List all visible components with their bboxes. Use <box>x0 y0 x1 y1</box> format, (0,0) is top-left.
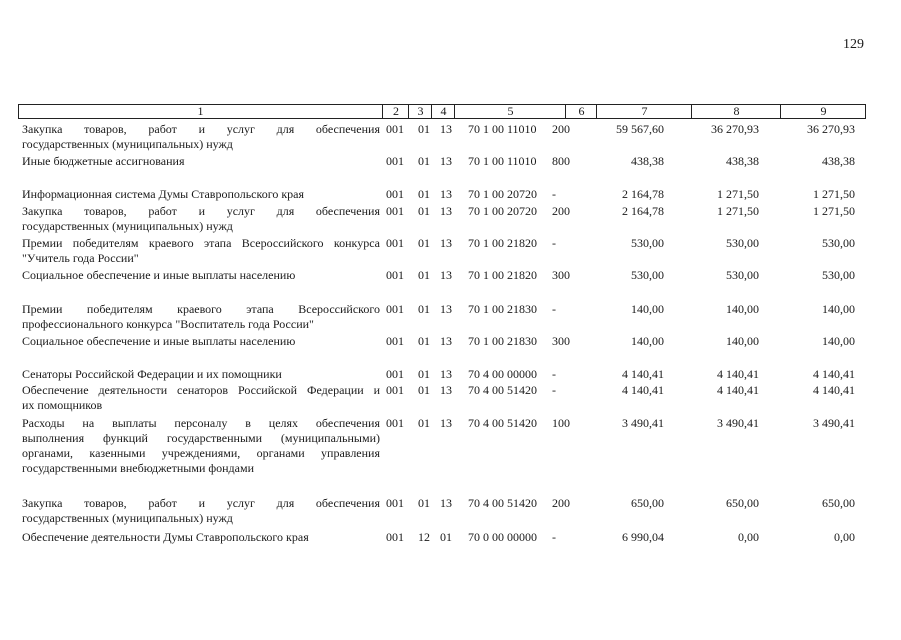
row-name-line: Премии победителям краевого этапа Всероссийского конкурса <box>22 236 380 250</box>
row-target-article: 70 1 00 21830 <box>468 334 537 348</box>
row-name-line: Закупка товаров, работ и услуг для обеспечения <box>22 496 380 510</box>
row-sum-col9: 0,00 <box>834 530 855 544</box>
row-section: 01 <box>418 187 430 201</box>
row-ved: 001 <box>386 367 404 381</box>
row-expense-type: - <box>552 530 556 544</box>
row-expense-type: 300 <box>552 334 570 348</box>
row-section: 01 <box>418 122 430 136</box>
row-section: 01 <box>418 367 430 381</box>
row-name-line: их помощников <box>22 398 103 412</box>
row-name-line: государственных (муниципальных) нужд <box>22 137 233 151</box>
row-target-article: 70 4 00 00000 <box>468 367 537 381</box>
row-name-line: государственных (муниципальных) нужд <box>22 511 233 525</box>
row-name <box>22 302 380 332</box>
row-subsection: 13 <box>440 122 452 136</box>
row-subsection: 13 <box>440 383 452 397</box>
row-name <box>22 530 380 545</box>
row-section: 01 <box>418 154 430 168</box>
row-section: 12 <box>418 530 430 544</box>
row-name <box>22 154 380 169</box>
row-name-line: Закупка товаров, работ и услуг для обеспечения <box>22 122 380 136</box>
row-name-line: Социальное обеспечение и иные выплаты населению <box>22 268 296 282</box>
row-name-line: профессионального конкурса "Воспитатель года России" <box>22 317 314 331</box>
row-target-article: 70 1 00 20720 <box>468 204 537 218</box>
row-sum-col7: 2 164,78 <box>622 204 664 218</box>
header-col-7: 7 <box>596 105 692 118</box>
row-sum-col9: 650,00 <box>822 496 855 510</box>
row-name <box>22 334 380 349</box>
row-name <box>22 204 380 234</box>
row-sum-col8: 0,00 <box>738 530 759 544</box>
row-section: 01 <box>418 204 430 218</box>
row-subsection: 13 <box>440 302 452 316</box>
row-sum-col9: 4 140,41 <box>813 383 855 397</box>
row-name <box>22 416 380 476</box>
row-expense-type: - <box>552 367 556 381</box>
row-section: 01 <box>418 383 430 397</box>
row-target-article: 70 1 00 11010 <box>468 154 537 168</box>
row-sum-col9: 1 271,50 <box>813 187 855 201</box>
row-ved: 001 <box>386 268 404 282</box>
row-name <box>22 122 380 152</box>
row-subsection: 13 <box>440 416 452 430</box>
row-ved: 001 <box>386 383 404 397</box>
row-expense-type: 800 <box>552 154 570 168</box>
row-name-line: Расходы на выплаты персоналу в целях обеспечения <box>22 416 380 430</box>
row-ved: 001 <box>386 530 404 544</box>
row-sum-col8: 1 271,50 <box>717 204 759 218</box>
row-ved: 001 <box>386 187 404 201</box>
row-name-line: Сенаторы Российской Федерации и их помощники <box>22 367 282 381</box>
row-name-line: государственными внебюджетными фондами <box>22 461 255 475</box>
row-sum-col8: 530,00 <box>726 236 759 250</box>
row-name <box>22 268 380 283</box>
row-name <box>22 187 380 202</box>
row-name-line: органами, казенными учреждениями, органами управления <box>22 446 380 460</box>
row-name-line: выполнения функций государственными (муниципальными) <box>22 431 380 445</box>
row-sum-col9: 530,00 <box>822 236 855 250</box>
row-section: 01 <box>418 268 430 282</box>
row-ved: 001 <box>386 204 404 218</box>
row-ved: 001 <box>386 302 404 316</box>
row-expense-type: 100 <box>552 416 570 430</box>
row-target-article: 70 4 00 51420 <box>468 383 537 397</box>
row-sum-col7: 2 164,78 <box>622 187 664 201</box>
row-sum-col8: 1 271,50 <box>717 187 759 201</box>
row-expense-type: - <box>552 302 556 316</box>
row-sum-col7: 140,00 <box>631 334 664 348</box>
row-name <box>22 236 380 266</box>
row-target-article: 70 1 00 21820 <box>468 268 537 282</box>
row-target-article: 70 0 00 00000 <box>468 530 537 544</box>
row-sum-col8: 3 490,41 <box>717 416 759 430</box>
header-col-5: 5 <box>454 105 566 118</box>
row-sum-col8: 4 140,41 <box>717 367 759 381</box>
row-target-article: 70 1 00 21830 <box>468 302 537 316</box>
row-section: 01 <box>418 416 430 430</box>
row-section: 01 <box>418 302 430 316</box>
row-sum-col7: 6 990,04 <box>622 530 664 544</box>
row-sum-col9: 140,00 <box>822 334 855 348</box>
header-col-2: 2 <box>382 105 409 118</box>
row-sum-col7: 438,38 <box>631 154 664 168</box>
header-col-3: 3 <box>408 105 432 118</box>
row-subsection: 13 <box>440 496 452 510</box>
row-subsection: 13 <box>440 367 452 381</box>
row-sum-col9: 438,38 <box>822 154 855 168</box>
row-sum-col7: 3 490,41 <box>622 416 664 430</box>
row-ved: 001 <box>386 334 404 348</box>
row-sum-col9: 36 270,93 <box>807 122 855 136</box>
row-expense-type: 200 <box>552 496 570 510</box>
row-sum-col7: 650,00 <box>631 496 664 510</box>
row-target-article: 70 1 00 20720 <box>468 187 537 201</box>
table-header <box>18 104 866 119</box>
row-expense-type: 200 <box>552 122 570 136</box>
row-name-line: Информационная система Думы Ставропольского края <box>22 187 305 201</box>
row-name-line: Иные бюджетные ассигнования <box>22 154 185 168</box>
header-col-8: 8 <box>691 105 781 118</box>
row-expense-type: - <box>552 383 556 397</box>
row-sum-col7: 4 140,41 <box>622 383 664 397</box>
row-sum-col8: 4 140,41 <box>717 383 759 397</box>
row-ved: 001 <box>386 496 404 510</box>
row-sum-col9: 1 271,50 <box>813 204 855 218</box>
row-sum-col8: 36 270,93 <box>711 122 759 136</box>
row-section: 01 <box>418 236 430 250</box>
row-sum-col8: 140,00 <box>726 302 759 316</box>
row-subsection: 13 <box>440 334 452 348</box>
row-target-article: 70 1 00 21820 <box>468 236 537 250</box>
row-expense-type: - <box>552 236 556 250</box>
header-col-1: 1 <box>197 104 204 118</box>
header-col-6: 6 <box>565 105 597 118</box>
row-subsection: 13 <box>440 236 452 250</box>
row-subsection: 13 <box>440 187 452 201</box>
row-sum-col7: 140,00 <box>631 302 664 316</box>
row-name-line: Обеспечение деятельности сенаторов Российской Федерации и <box>22 383 380 397</box>
row-subsection: 13 <box>440 268 452 282</box>
row-ved: 001 <box>386 236 404 250</box>
row-ved: 001 <box>386 416 404 430</box>
row-name-line: Закупка товаров, работ и услуг для обеспечения <box>22 204 380 218</box>
row-sum-col9: 530,00 <box>822 268 855 282</box>
row-name <box>22 383 380 413</box>
row-name-line: "Учитель года России" <box>22 251 139 265</box>
row-target-article: 70 4 00 51420 <box>468 416 537 430</box>
row-sum-col9: 4 140,41 <box>813 367 855 381</box>
row-sum-col7: 4 140,41 <box>622 367 664 381</box>
row-section: 01 <box>418 496 430 510</box>
row-expense-type: - <box>552 187 556 201</box>
row-target-article: 70 4 00 51420 <box>468 496 537 510</box>
row-sum-col8: 650,00 <box>726 496 759 510</box>
row-name <box>22 496 380 526</box>
row-name-line: государственных (муниципальных) нужд <box>22 219 233 233</box>
row-subsection: 01 <box>440 530 452 544</box>
row-subsection: 13 <box>440 154 452 168</box>
row-target-article: 70 1 00 11010 <box>468 122 537 136</box>
row-sum-col7: 530,00 <box>631 268 664 282</box>
row-subsection: 13 <box>440 204 452 218</box>
header-col-4: 4 <box>431 105 455 118</box>
row-name-line: Премии победителям краевого этапа Всероссийского <box>22 302 380 316</box>
row-name-line: Социальное обеспечение и иные выплаты населению <box>22 334 296 348</box>
page-number: 129 <box>843 37 864 52</box>
row-name <box>22 367 380 382</box>
row-sum-col8: 438,38 <box>726 154 759 168</box>
row-name-line: Обеспечение деятельности Думы Ставропольского края <box>22 530 309 544</box>
row-expense-type: 200 <box>552 204 570 218</box>
row-sum-col7: 530,00 <box>631 236 664 250</box>
row-ved: 001 <box>386 122 404 136</box>
row-expense-type: 300 <box>552 268 570 282</box>
row-section: 01 <box>418 334 430 348</box>
row-sum-col8: 140,00 <box>726 334 759 348</box>
row-sum-col9: 3 490,41 <box>813 416 855 430</box>
row-sum-col9: 140,00 <box>822 302 855 316</box>
row-sum-col8: 530,00 <box>726 268 759 282</box>
header-col-9: 9 <box>780 105 866 118</box>
row-ved: 001 <box>386 154 404 168</box>
row-sum-col7: 59 567,60 <box>616 122 664 136</box>
